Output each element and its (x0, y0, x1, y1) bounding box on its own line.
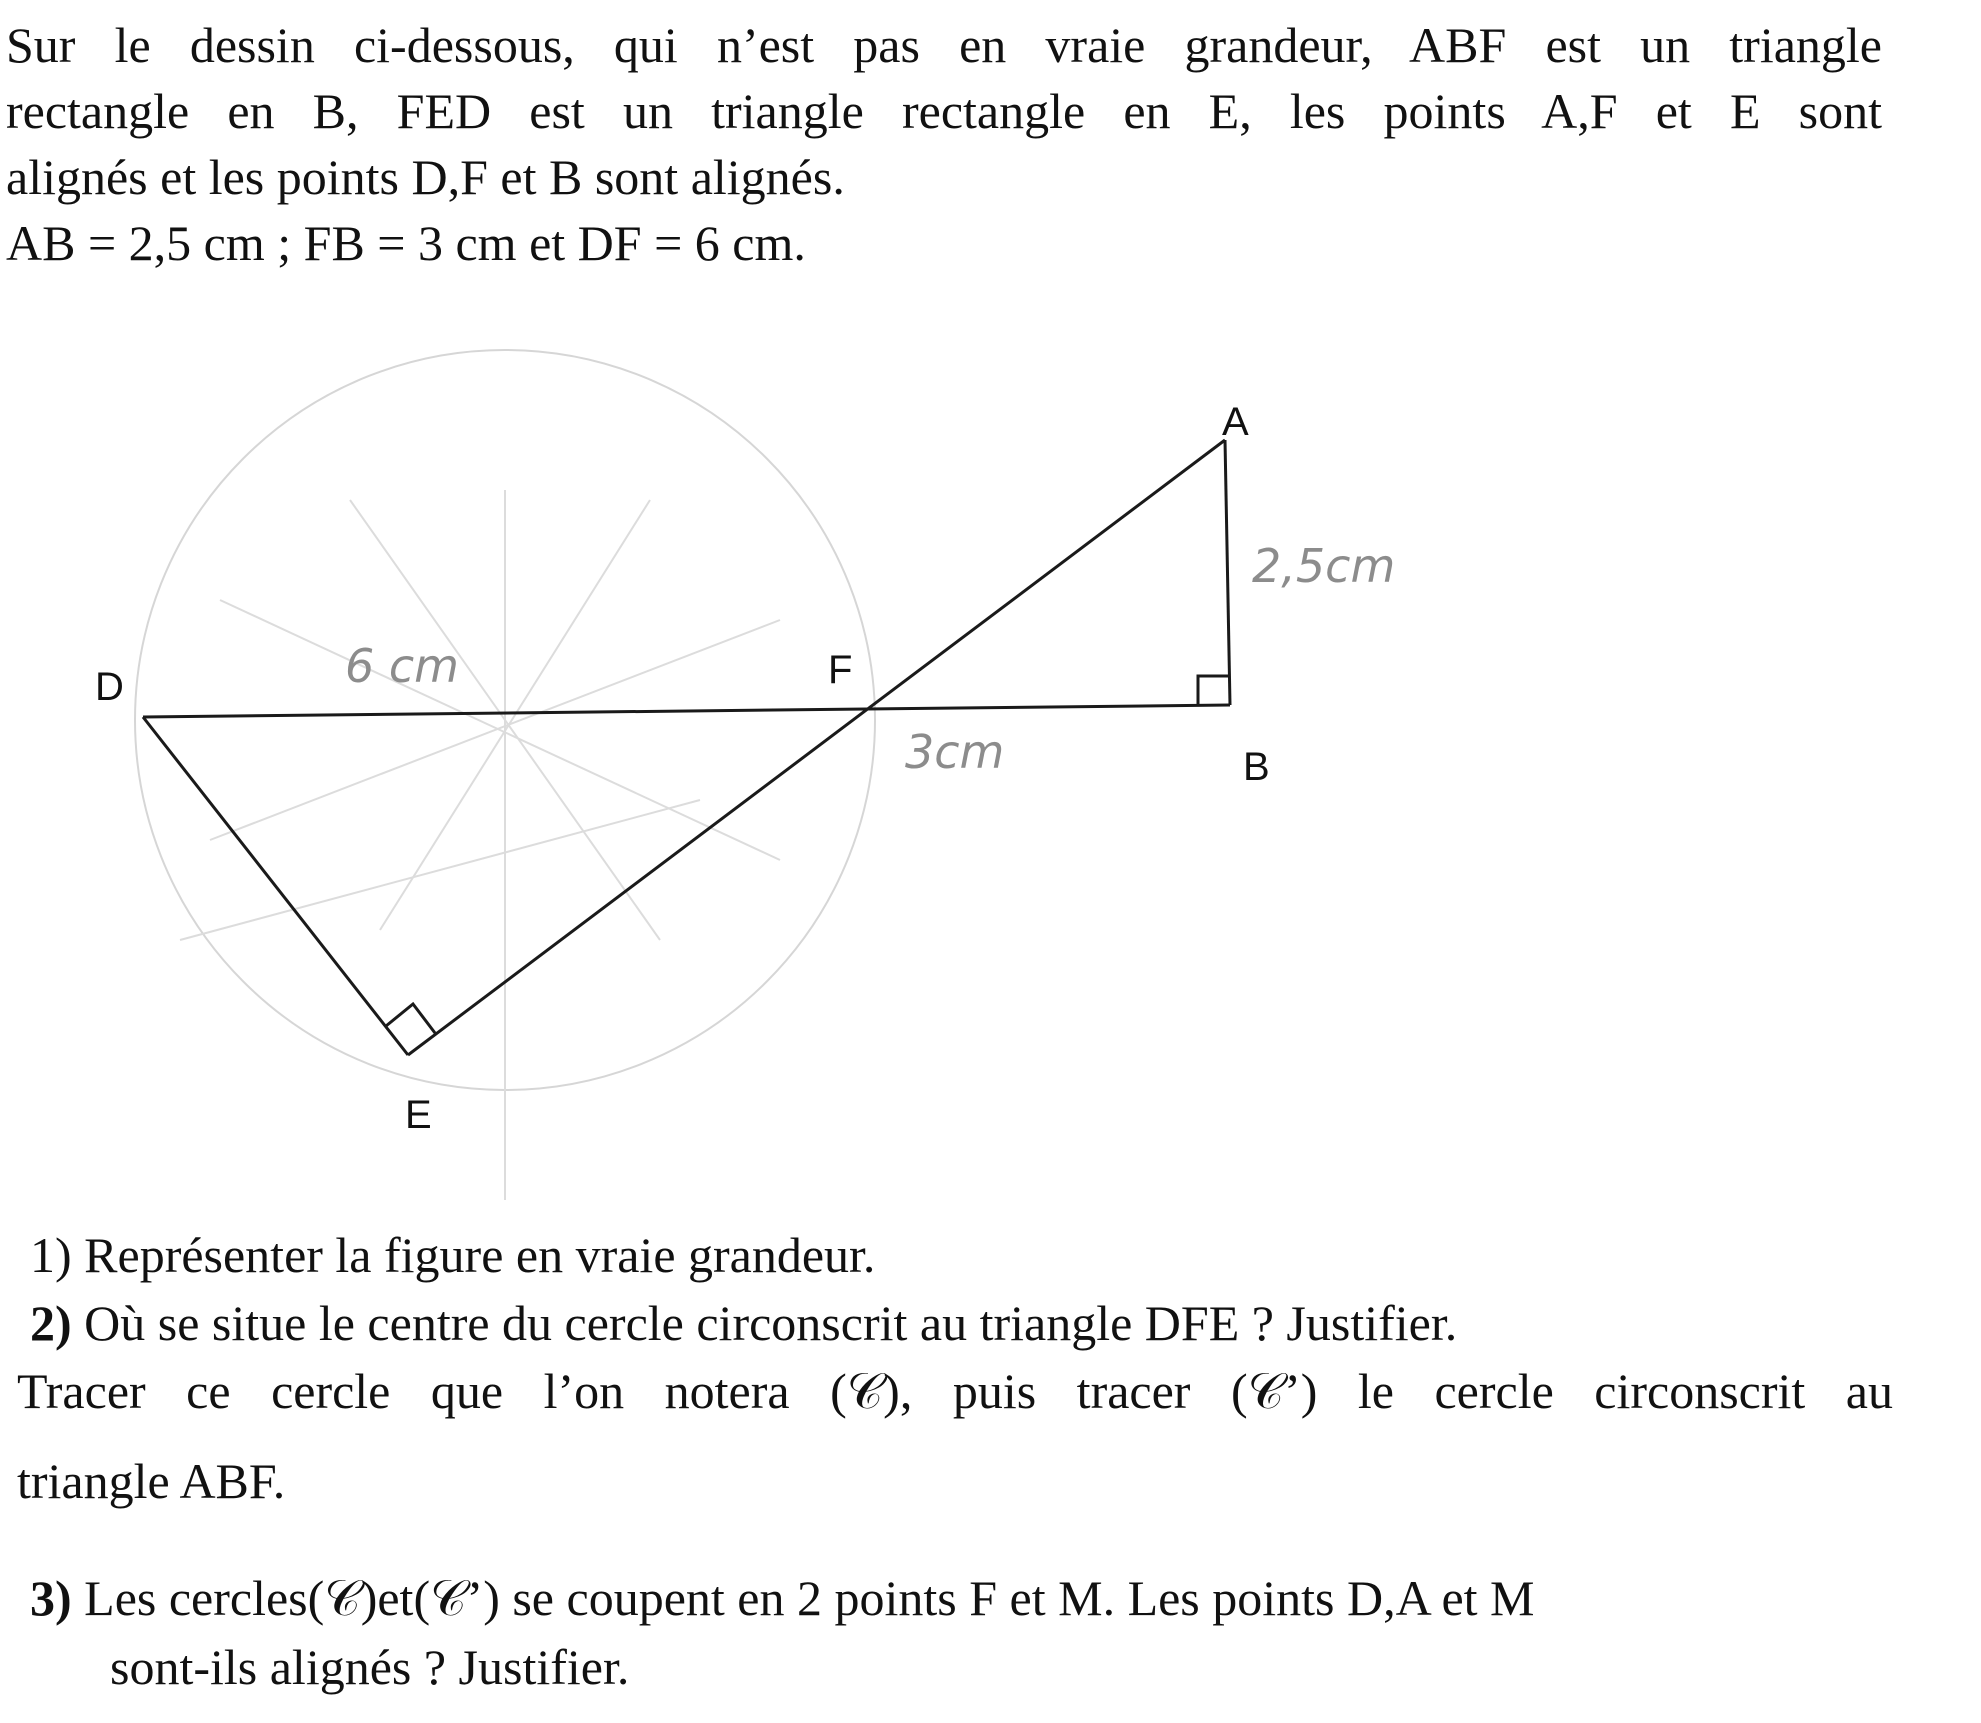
question-2-number: 2) (30, 1295, 72, 1351)
point-label-e: E (405, 1093, 432, 1137)
question-2 (30, 1292, 1457, 1354)
point-label-f: F (828, 648, 853, 692)
statement-line-1: Sur le dessin ci-dessous, qui n’est pas en vraie grandeur, ABF est un triangle (6, 17, 1882, 73)
right-angle-b (1198, 676, 1229, 705)
construction-lines (180, 490, 780, 1200)
segment-ae (408, 440, 1225, 1055)
question-2-text: Où se situe le centre du cercle circonscrit au triangle DFE ? Justifier. (84, 1295, 1458, 1351)
measure-df: 6 cm (345, 639, 459, 693)
question-3-line-1: Les cercles(𝒞)et(𝒞’) se coupent en 2 points F et M. Les points D,A et M (84, 1570, 1535, 1626)
question-3-number: 3) (30, 1570, 72, 1626)
statement-line-4: AB = 2,5 cm ; FB = 3 cm et DF = 6 cm. (6, 215, 806, 271)
segment-db (143, 705, 1230, 717)
right-angle-e (386, 1004, 435, 1033)
segment-de (143, 717, 408, 1055)
question-1-text: 1) Représenter la figure en vraie grandeur. (30, 1227, 876, 1283)
point-label-d: D (95, 665, 124, 709)
geometry-figure (0, 300, 1981, 1200)
statement-line-3: alignés et les points D,F et B sont alignés. (6, 149, 845, 205)
segment-ab (1225, 440, 1230, 705)
problem-statement (6, 12, 1882, 276)
question-2-line-2: Tracer ce cercle que l’on notera (𝒞), puis tracer (𝒞’) le cercle circonscrit au (17, 1363, 1893, 1419)
triangle-lines (143, 440, 1230, 1055)
question-1 (30, 1224, 875, 1286)
measure-fb: 3cm (905, 725, 1005, 779)
question-3 (30, 1567, 1535, 1629)
question-2-line-3: triangle ABF. (17, 1453, 286, 1509)
point-label-a: A (1222, 400, 1249, 444)
point-label-b: B (1243, 745, 1270, 789)
measure-ab: 2,5cm (1252, 539, 1396, 593)
question-3-line-2: sont-ils alignés ? Justifier. (110, 1639, 630, 1695)
statement-line-2: rectangle en B, FED est un triangle rectangle en E, les points A,F et E sont (6, 83, 1882, 139)
